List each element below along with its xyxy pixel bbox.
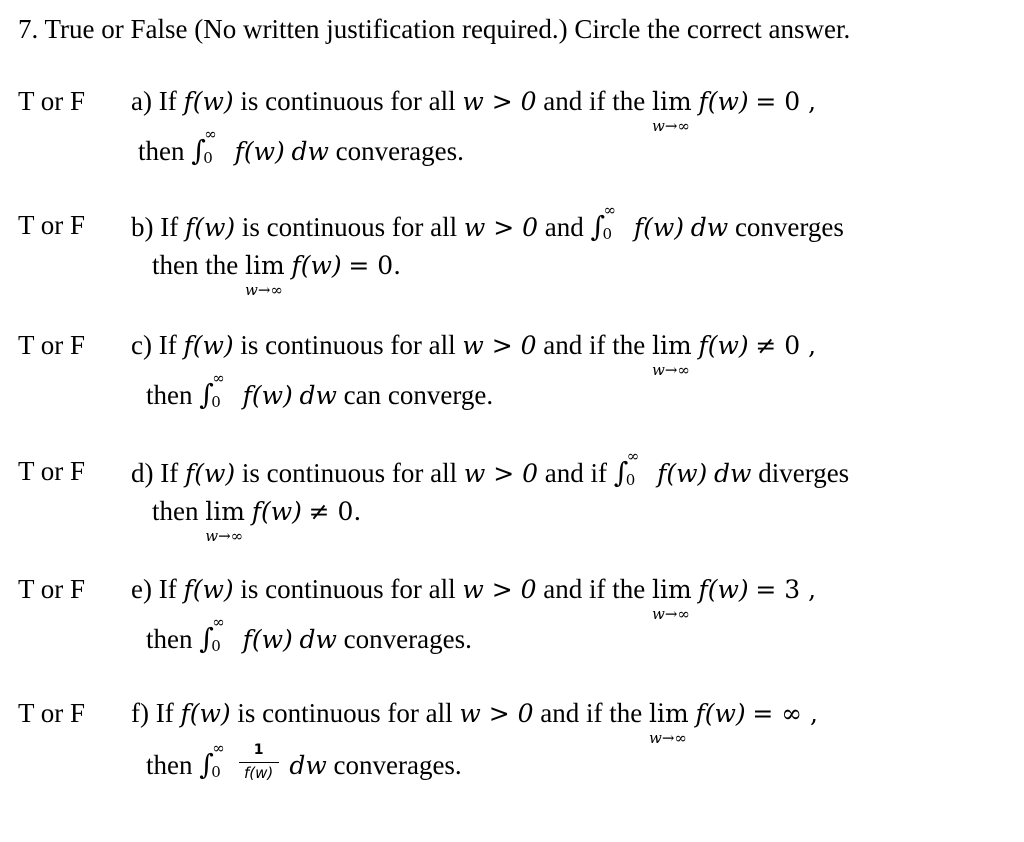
integral-sign: ∫ ∞ 0 — [199, 739, 225, 782]
integral-sign: ∫ ∞ 0 — [199, 613, 225, 655]
limit-expression: lim w→∞ — [652, 87, 692, 135]
integral-sign: ∫ ∞ 0 — [191, 125, 217, 167]
limit-expression: lim w→∞ — [205, 497, 245, 545]
statement-c-line1: c) If f(w) is continuous for all w > 0 and if the lim w→∞ f(w) ≠ 0 , — [131, 330, 817, 379]
statement-d-line1: d) If f(w) is continuous for all w > 0 and if ∫ ∞ 0 f(w) dw diverges — [131, 447, 850, 489]
limit-expression: lim w→∞ — [649, 699, 689, 747]
statement-f-line2: then ∫ ∞ 0 $\frac{1}{f(w)}$ dw converages. — [146, 748, 462, 788]
fraction: $\frac{1}{f(w)}$ — [235, 748, 283, 788]
statement-a-line1: a) If f(w) is continuous for all w > 0 and if the lim w→∞ f(w) = 0 , — [131, 86, 817, 135]
integral-sign: ∫ ∞ 0 — [590, 201, 617, 243]
limit-expression: lim w→∞ — [244, 251, 285, 299]
limit-expression: lim w→∞ — [652, 575, 692, 623]
statement-b-line1: b) If f(w) is continuous for all w > 0 and ∫ ∞ 0 f(w) dw converges — [131, 201, 844, 243]
tf-label-b[interactable]: T or F — [18, 210, 86, 240]
tf-label-f[interactable]: T or F — [18, 698, 86, 728]
integral-sign: ∫ ∞ 0 — [613, 447, 640, 489]
statement-a-line2: then ∫ ∞ 0 f(w) dw converages. — [138, 125, 464, 167]
statement-c-line2: then ∫ ∞ 0 f(w) dw can converge. — [146, 369, 494, 411]
limit-expression: lim w→∞ — [652, 331, 692, 379]
statement-d-line2: then lim w→∞ f(w) ≠ 0. — [152, 496, 362, 545]
integral-sign: ∫ ∞ 0 — [199, 369, 225, 411]
tf-label-e[interactable]: T or F — [18, 574, 86, 604]
statement-e-line1: e) If f(w) is continuous for all w > 0 and if the lim w→∞ f(w) = 3 , — [131, 574, 817, 623]
tf-label-c[interactable]: T or F — [18, 330, 86, 360]
tf-label-a[interactable]: T or F — [18, 86, 86, 116]
problem-title: 7. True or False (No written justification required.) Circle the correct answer. — [18, 14, 851, 44]
statement-b-line2: then the lim w→∞ f(w) = 0. — [152, 250, 402, 299]
statement-f-line1: f) If f(w) is continuous for all w > 0 and if the lim w→∞ f(w) = ∞ , — [131, 698, 818, 747]
statement-e-line2: then ∫ ∞ 0 f(w) dw converages. — [146, 613, 472, 655]
tf-label-d[interactable]: T or F — [18, 456, 86, 486]
